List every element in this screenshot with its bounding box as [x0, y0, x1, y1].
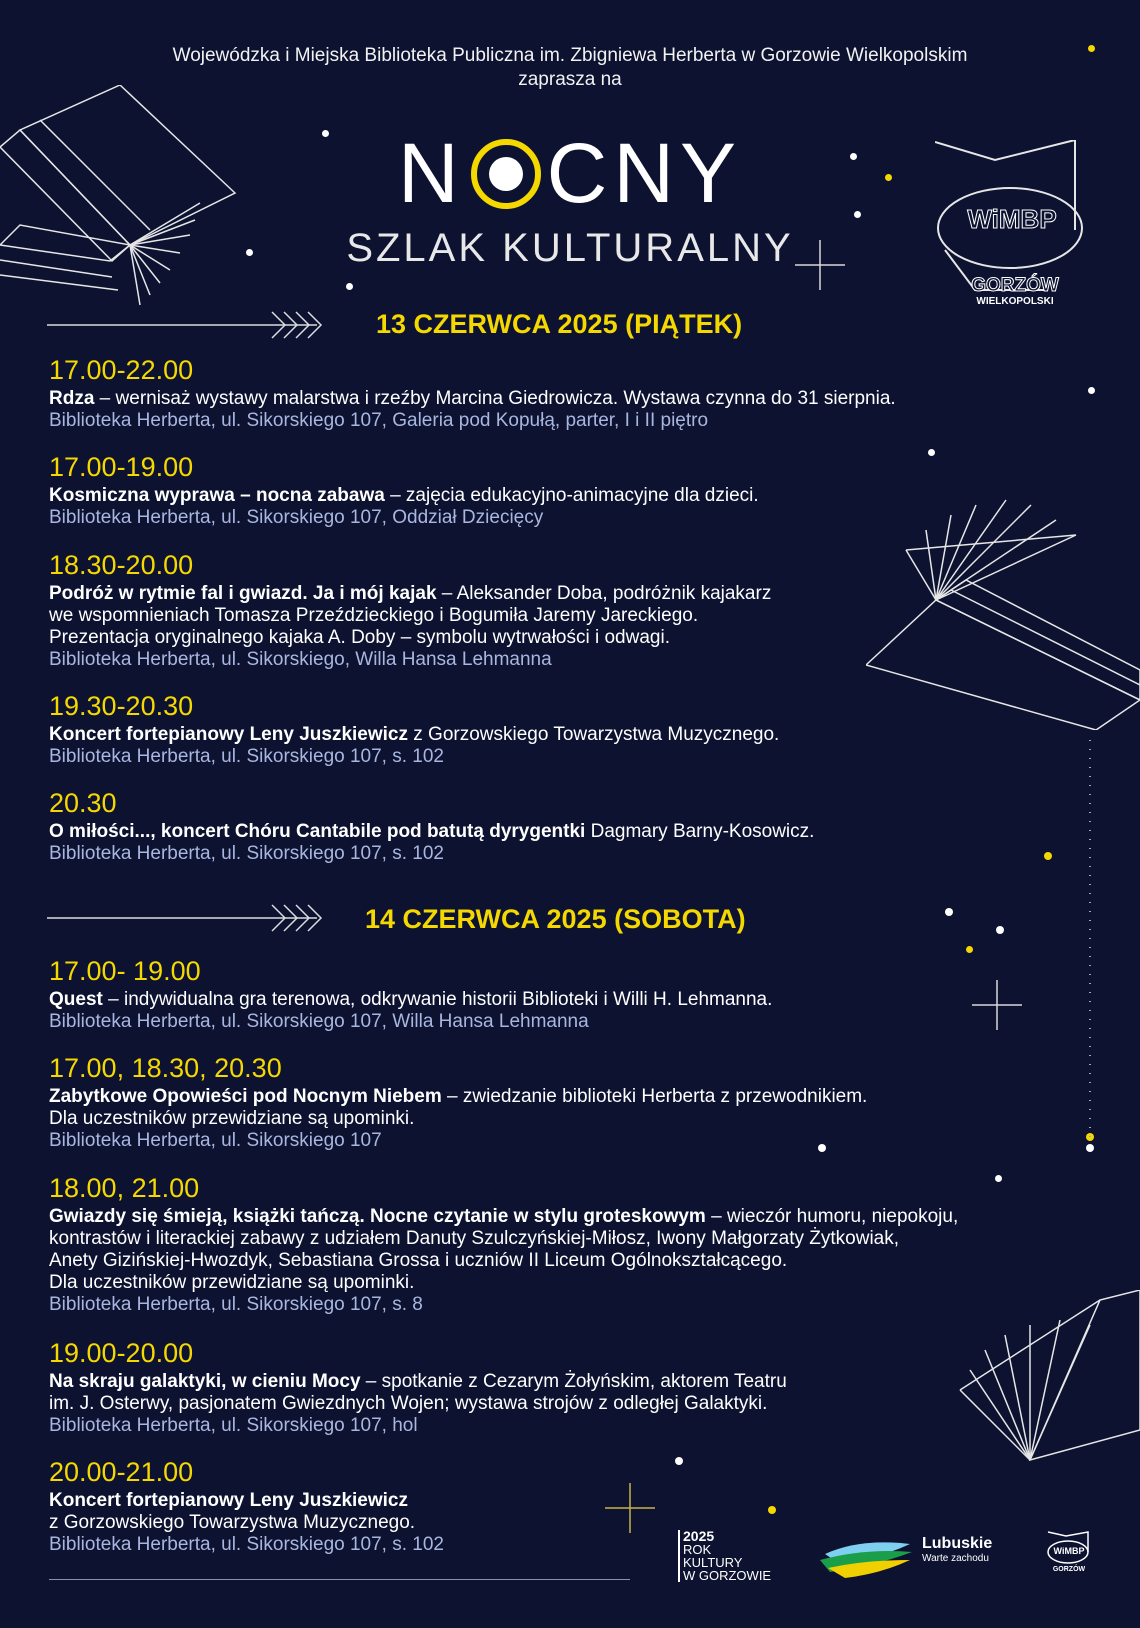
- star-icon: [945, 908, 953, 916]
- event-time: 19.30-20.30: [49, 691, 194, 721]
- event-title-bold: Koncert fortepianowy Leny Juszkiewicz: [49, 724, 408, 745]
- moon-o-icon: [471, 139, 541, 209]
- event-location: Biblioteka Herberta, ul. Sikorskiego 107, Willa Hansa Lehmanna: [49, 1011, 589, 1032]
- star-icon: [966, 946, 973, 953]
- event-location: Biblioteka Herberta, ul. Sikorskiego 107: [49, 1130, 382, 1151]
- event-location: Biblioteka Herberta, ul. Sikorskiego 107, hol: [49, 1415, 418, 1436]
- event-location: Biblioteka Herberta, ul. Sikorskiego 107, Oddział Dziecięcy: [49, 507, 544, 528]
- footer-divider: [49, 1579, 630, 1580]
- rok-line: KULTURY: [683, 1555, 743, 1570]
- wimbp-logo-name: WiMBP: [967, 204, 1057, 234]
- event-desc-line: Anety Gizińskiej-Hwozdyk, Sebastiana Grossa i uczniów II Liceum Ogólnokształcącego.: [49, 1250, 788, 1271]
- event-time: 18.00, 21.00: [49, 1173, 200, 1203]
- lubuskie-logo: [922, 1535, 992, 1564]
- lubuskie-tagline: Warte zachodu: [922, 1553, 989, 1564]
- organizer-line: Wojewódzka i Miejska Biblioteka Publiczna im. Zbigniewa Herberta w Gorzowie Wielkopolskim: [172, 45, 968, 66]
- star-icon: [1088, 387, 1095, 394]
- event-title-bold: Rdza: [49, 388, 95, 409]
- wimbp-small-name: WiMBP: [1053, 1546, 1085, 1556]
- event-title-bold: Podróż w rytmie fal i gwiazd. Ja i mój kajak: [49, 583, 437, 604]
- event-time: 17.00-19.00: [49, 452, 194, 482]
- event-time: 20.00-21.00: [49, 1457, 194, 1487]
- event-time: 18.30-20.00: [49, 550, 194, 580]
- event-desc-line: Dla uczestników przewidziane są upominki.: [49, 1108, 415, 1129]
- lubuskie-logo-icon: [820, 1530, 915, 1578]
- event-title-bold: Zabytkowe Opowieści pod Nocnym Niebem: [49, 1086, 442, 1107]
- arrow-icon: [47, 903, 325, 933]
- event-desc: – Aleksander Doba, podróżnik kajakarz: [436, 583, 772, 604]
- event-desc: – spotkanie z Cezarym Żołyńskim, aktorem Teatru: [360, 1371, 787, 1392]
- day1-heading: 13 CZERWCA 2025 (PIĄTEK): [376, 309, 743, 339]
- wimbp-logo-region: WIELKOPOLSKI: [976, 296, 1054, 307]
- event-item: [49, 955, 1089, 1033]
- wimbp-logo: [935, 140, 1095, 310]
- event-location: Biblioteka Herberta, ul. Sikorskiego 107, Galeria pod Kopułą, parter, I i II piętro: [49, 410, 709, 431]
- event-item: [49, 1052, 1089, 1152]
- title-part2: CNY: [546, 126, 743, 220]
- wimbp-small-city: GORZÓW: [1052, 1566, 1086, 1573]
- event-title-bold: Na skraju galaktyki, w cieniu Mocy: [49, 1371, 361, 1392]
- title-part1: N: [397, 126, 465, 220]
- event-desc: – zwiedzanie biblioteki Herberta z przewodnikiem.: [441, 1086, 868, 1107]
- event-location: Biblioteka Herberta, ul. Sikorskiego 107, s. 102: [49, 843, 444, 864]
- event-title-bold: Kosmiczna wyprawa – nocna zabawa: [49, 485, 385, 506]
- event-desc: – wieczór humoru, niepokoju,: [705, 1206, 959, 1227]
- event-desc-line: Dla uczestników przewidziane są upominki.: [49, 1272, 415, 1293]
- wimbp-small-logo: [1046, 1530, 1092, 1578]
- event-location: Biblioteka Herberta, ul. Sikorskiego 107, s. 102: [49, 1534, 444, 1555]
- event-desc: – indywidualna gra terenowa, odkrywanie historii Biblioteki i Willi H. Lehmanna.: [102, 989, 773, 1010]
- event-desc: – wernisaż wystawy malarstwa i rzeźby Marcina Giedrowicza. Wystawa czynna do 31 sierpnia.: [94, 388, 896, 409]
- event-time: 17.00- 19.00: [49, 956, 201, 986]
- event-time: 20.30: [49, 788, 117, 818]
- rok-kultury-logo: [678, 1530, 771, 1582]
- event-item: [49, 1337, 1089, 1437]
- invite-line: zaprasza na: [518, 69, 622, 90]
- event-desc-line: z Gorzowskiego Towarzystwa Muzycznego.: [49, 1512, 416, 1533]
- event-title-bold: O miłości..., koncert Chóru Cantabile pod batutą dyrygentki: [49, 821, 586, 842]
- star-icon: [346, 283, 353, 290]
- event-item: [49, 549, 1089, 671]
- event-desc-line: Prezentacja oryginalnego kajaka A. Doby – symbolu wytrwałości i odwagi.: [49, 627, 670, 648]
- event-item: [49, 690, 1089, 768]
- organizer-header: [0, 44, 1140, 92]
- wimbp-logo-city: GORZÓW: [971, 275, 1059, 296]
- rok-line: W GORZOWIE: [683, 1568, 772, 1583]
- event-title-bold: Quest: [49, 989, 103, 1010]
- event-item: [49, 1172, 1089, 1316]
- event-item: [49, 354, 1089, 432]
- event-item: [49, 787, 1089, 865]
- event-desc-line: we wspomnieniach Tomasza Przeździeckiego i Bogumiła Jaremy Jareckiego.: [49, 605, 699, 626]
- arrow-icon: [47, 310, 325, 340]
- event-desc: – zajęcia edukacyjno-animacyjne dla dzieci.: [384, 485, 759, 506]
- event-subtitle: SZLAK KULTURALNY: [346, 226, 794, 270]
- event-location: Biblioteka Herberta, ul. Sikorskiego, Willa Hansa Lehmanna: [49, 649, 552, 670]
- event-title-bold: Koncert fortepianowy Leny Juszkiewicz: [49, 1490, 408, 1511]
- event-desc-line: im. J. Osterwy, pasjonatem Gwiezdnych Wojen; wystawa strojów z odległej Galaktyki.: [49, 1393, 768, 1414]
- event-time: 17.00-22.00: [49, 355, 194, 385]
- event-title-bold: Gwiazdy się śmieją, książki tańczą. Nocne czytanie w stylu groteskowym: [49, 1206, 706, 1227]
- event-desc: Dagmary Barny-Kosowicz.: [585, 821, 815, 842]
- event-time: 17.00, 18.30, 20.30: [49, 1053, 282, 1083]
- event-location: Biblioteka Herberta, ul. Sikorskiego 107, s. 102: [49, 746, 444, 767]
- event-location: Biblioteka Herberta, ul. Sikorskiego 107, s. 8: [49, 1294, 423, 1315]
- rok-line: ROK: [683, 1542, 712, 1557]
- event-desc: z Gorzowskiego Towarzystwa Muzycznego.: [407, 724, 780, 745]
- event-time: 19.00-20.00: [49, 1338, 194, 1368]
- event-item: [49, 451, 1089, 529]
- event-desc-line: kontrastów i literackiej zabawy z udziałem Danuty Szulczyńskiej-Miłosz, Iwony Małgorzaty Żytkowiak,: [49, 1228, 900, 1249]
- lubuskie-name: Lubuskie: [922, 1535, 993, 1552]
- star-icon: [996, 926, 1004, 934]
- rok-year: 2025: [683, 1528, 715, 1544]
- day2-heading: 14 CZERWCA 2025 (SOBOTA): [365, 904, 746, 934]
